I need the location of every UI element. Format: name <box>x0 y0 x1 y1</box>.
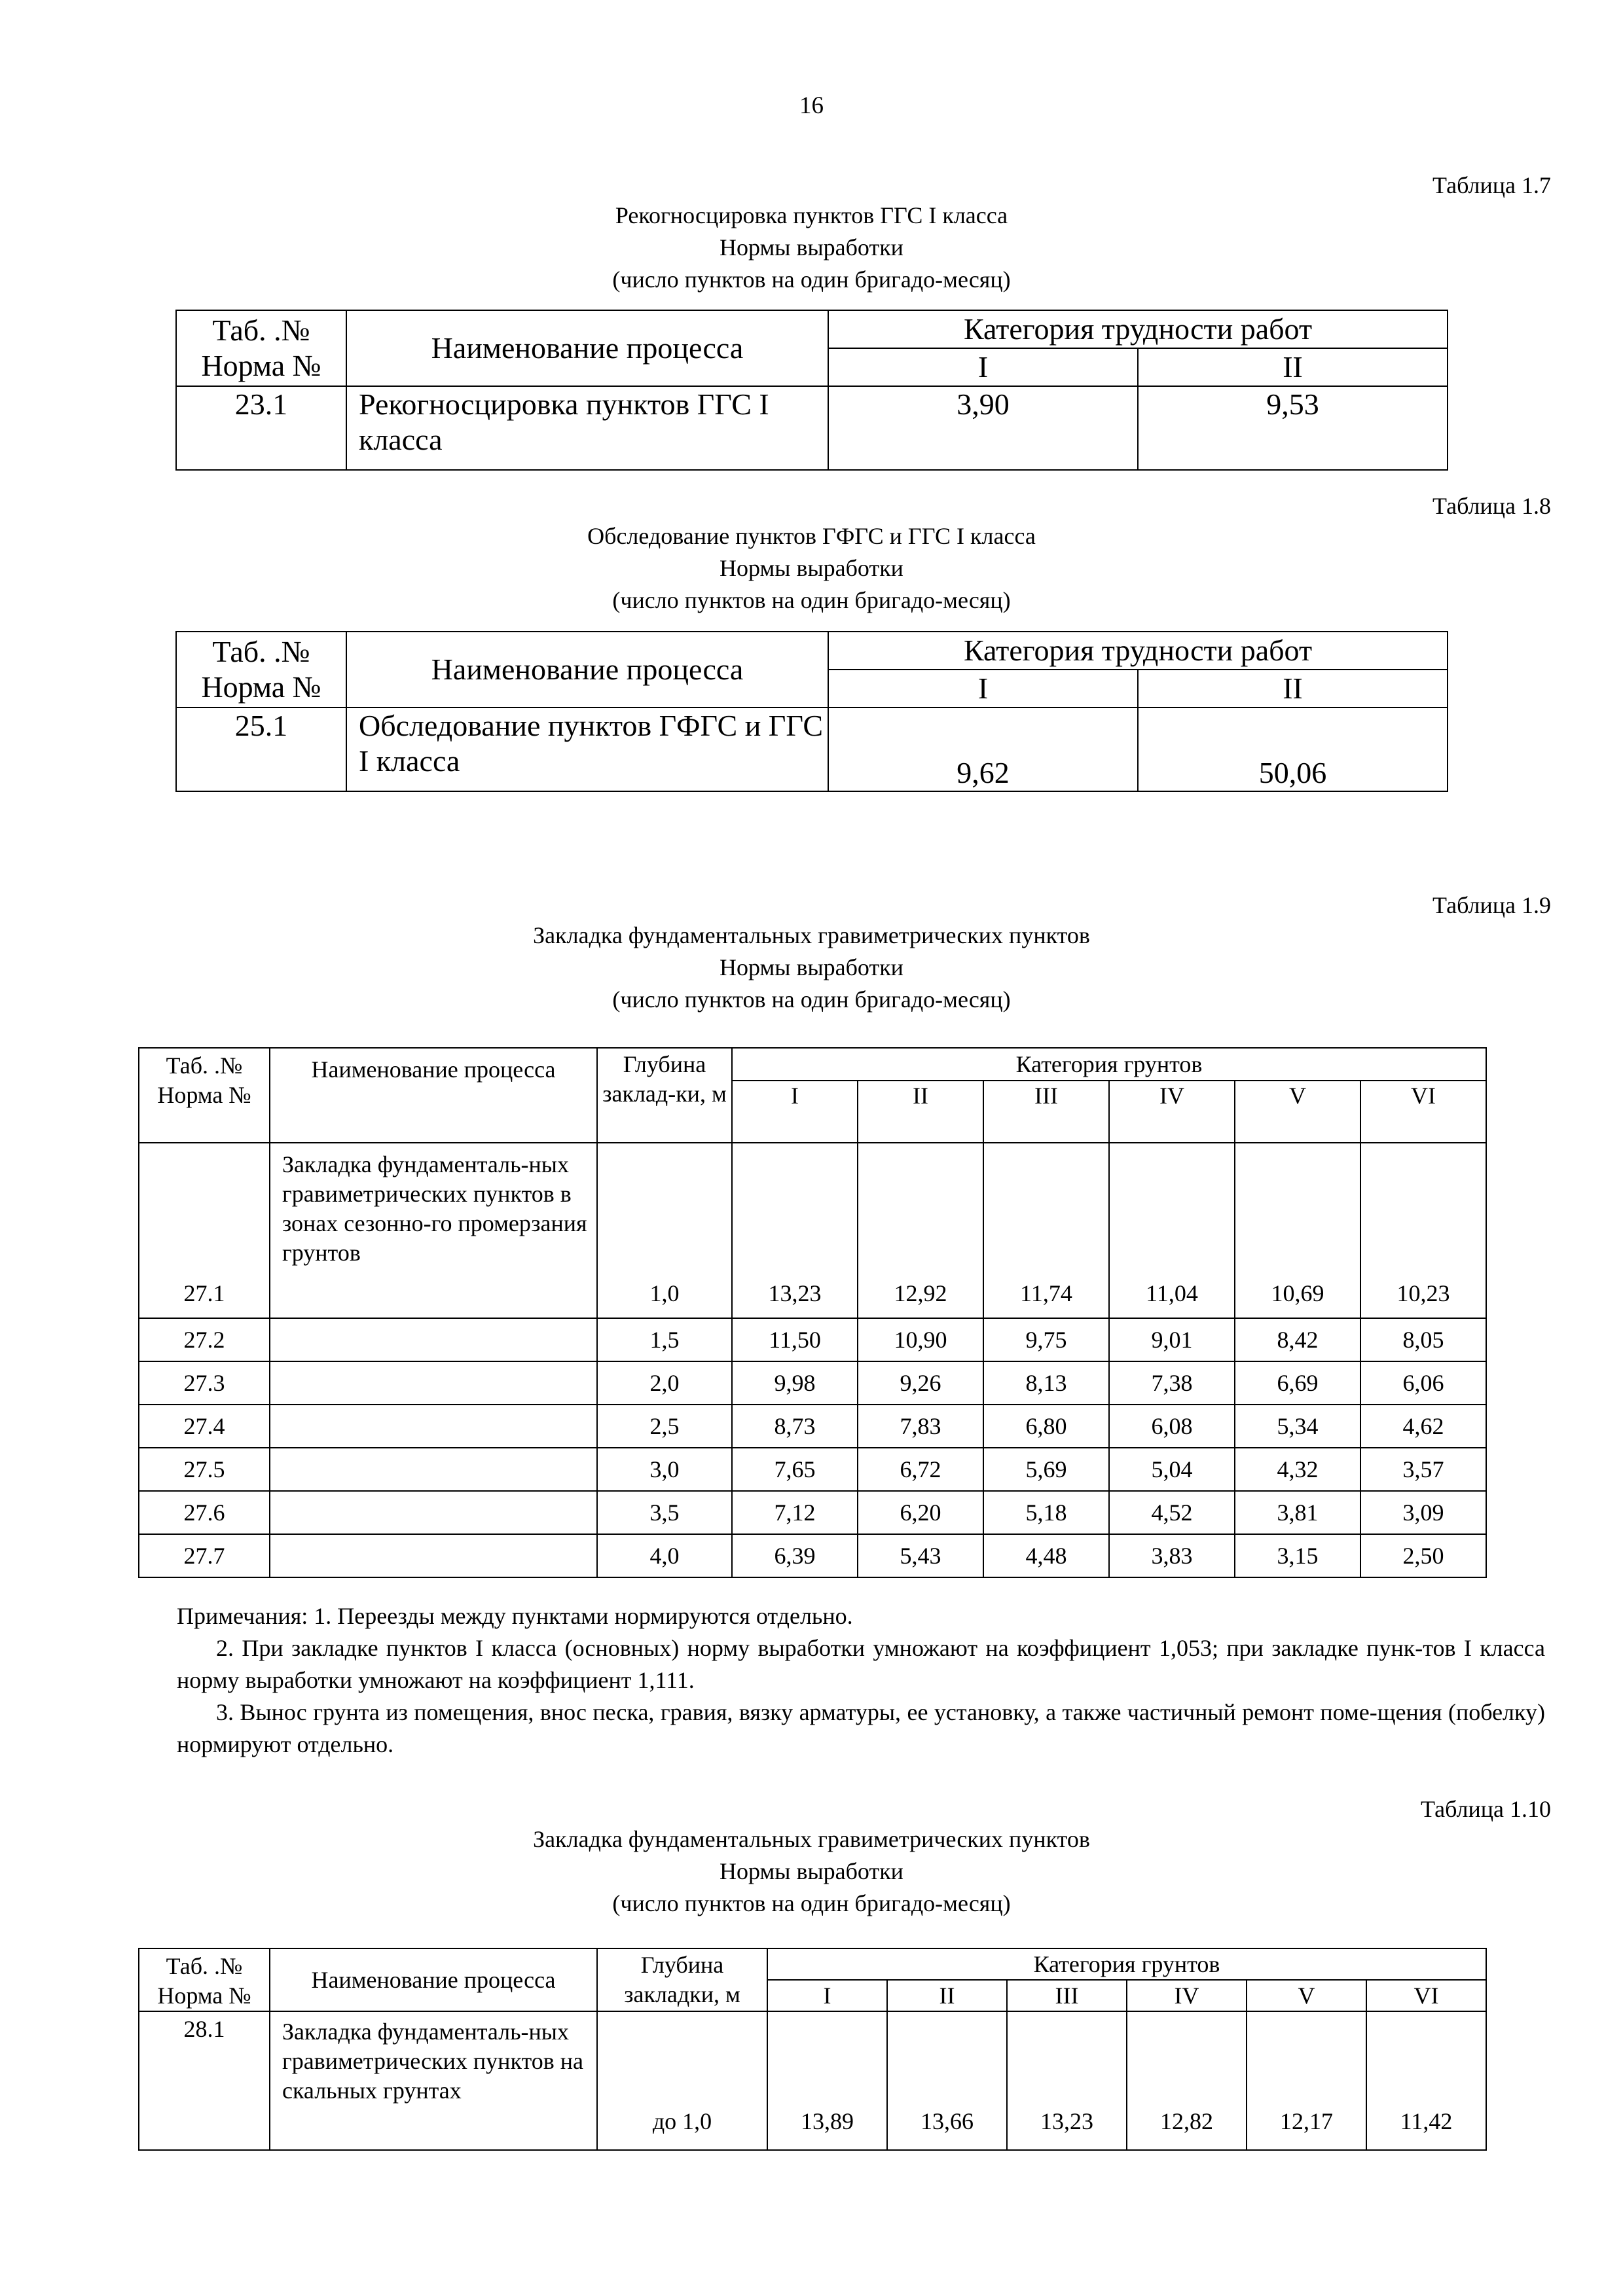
table-1-8-caption <box>0 520 1623 617</box>
value-cat-3: 9,75 <box>983 1318 1109 1361</box>
table-1-8-label: Таблица 1.8 <box>1432 493 1551 519</box>
value-cat-4: 11,04 <box>1109 1143 1235 1318</box>
value-cat-5: 3,15 <box>1235 1534 1360 1577</box>
table-title: Закладка фундаментальных гравиметрических пунктов <box>533 922 1090 948</box>
table-row <box>139 2011 1486 2150</box>
value-cat-1: 11,50 <box>732 1318 858 1361</box>
value-cat-3: 13,23 <box>1007 2011 1127 2150</box>
value-cat-4: 5,04 <box>1109 1448 1235 1491</box>
norm-number: 27.6 <box>139 1491 270 1534</box>
header-cat-3: III <box>983 1081 1109 1143</box>
value-cat-2: 9,53 <box>1138 386 1448 470</box>
norm-number: 27.1 <box>139 1143 270 1318</box>
value-cat-1: 7,65 <box>732 1448 858 1491</box>
depth-value: 2,0 <box>597 1361 732 1405</box>
notes <box>177 1600 1545 1761</box>
process-name-empty <box>270 1405 597 1448</box>
header-cat-1: I <box>732 1081 858 1143</box>
note-3: 3. Вынос грунта из помещения, внос песка, гравия, вязку арматуры, ее установку, а также частичный ремонт поме-щения (побелку) нормируют отдельно. <box>177 1699 1545 1757</box>
header-cat-4: IV <box>1109 1081 1235 1143</box>
value-cat-1: 13,23 <box>732 1143 858 1318</box>
value-cat-3: 5,69 <box>983 1448 1109 1491</box>
header-norm-number: Таб. .№ Норма № <box>176 632 346 708</box>
norm-number: 27.7 <box>139 1534 270 1577</box>
norm-number: 28.1 <box>139 2011 270 2150</box>
header-cat-2: II <box>1138 670 1448 708</box>
value-cat-3: 8,13 <box>983 1361 1109 1405</box>
value-cat-5: 10,69 <box>1235 1143 1360 1318</box>
header-process-name: Наименование процесса <box>346 632 828 708</box>
header-cat-4: IV <box>1127 1980 1247 2011</box>
table-1-8 <box>175 631 1448 792</box>
value-cat-5: 8,42 <box>1235 1318 1360 1361</box>
value-cat-3: 4,48 <box>983 1534 1109 1577</box>
process-name-empty <box>270 1491 597 1534</box>
header-cat-2: II <box>887 1980 1007 2011</box>
value-cat-4: 3,83 <box>1109 1534 1235 1577</box>
table-row <box>139 1534 1486 1577</box>
depth-value: 4,0 <box>597 1534 732 1577</box>
header-process-name: Наименование процесса <box>346 310 828 386</box>
header-cat-3: III <box>1007 1980 1127 2011</box>
norm-number: 23.1 <box>176 386 346 470</box>
depth-value: 1,0 <box>597 1143 732 1318</box>
table-1-10-caption <box>0 1823 1623 1920</box>
table-row <box>139 1448 1486 1491</box>
value-cat-1: 13,89 <box>767 2011 887 2150</box>
value-cat-6: 3,09 <box>1360 1491 1486 1534</box>
value-cat-2: 12,92 <box>858 1143 983 1318</box>
value-cat-6: 11,42 <box>1366 2011 1486 2150</box>
header-cat-6: VI <box>1360 1081 1486 1143</box>
process-name-empty <box>270 1534 597 1577</box>
header-cat-5: V <box>1247 1980 1366 2011</box>
header-norm-number: Таб. .№ Норма № <box>176 310 346 386</box>
depth-value: 1,5 <box>597 1318 732 1361</box>
table-subtitle: Нормы выработки <box>720 555 903 581</box>
table-subtitle: Нормы выработки <box>720 954 903 980</box>
value-cat-2: 6,20 <box>858 1491 983 1534</box>
value-cat-5: 12,17 <box>1247 2011 1366 2150</box>
header-cat-1: I <box>767 1980 887 2011</box>
table-unit: (число пунктов на один бригадо-месяц) <box>612 986 1011 1013</box>
value-cat-4: 7,38 <box>1109 1361 1235 1405</box>
table-1-10 <box>138 1948 1487 2151</box>
header-process-name: Наименование процесса <box>270 1948 597 2011</box>
table-1-7-label: Таблица 1.7 <box>1432 172 1551 198</box>
value-cat-5: 3,81 <box>1235 1491 1360 1534</box>
process-name: Обследование пунктов ГФГС и ГГС I класса <box>346 708 828 791</box>
process-name: Закладка фундаменталь-ных гравиметрических пунктов на скальных грунтах <box>270 2011 597 2150</box>
header-category: Категория грунтов <box>732 1048 1486 1081</box>
table-row <box>139 1405 1486 1448</box>
header-cat-2: II <box>1138 348 1448 386</box>
page-number: 16 <box>799 92 824 119</box>
table-unit: (число пунктов на один бригадо-месяц) <box>612 587 1011 613</box>
norm-number: 27.4 <box>139 1405 270 1448</box>
header-cat-1: I <box>828 670 1138 708</box>
header-cat-1: I <box>828 348 1138 386</box>
header-depth: Глубина закладки, м <box>597 1948 767 2011</box>
value-cat-5: 6,69 <box>1235 1361 1360 1405</box>
header-category: Категория трудности работ <box>828 632 1448 670</box>
table-unit: (число пунктов на один бригадо-месяц) <box>612 1890 1011 1916</box>
norm-number: 27.5 <box>139 1448 270 1491</box>
value-cat-1: 8,73 <box>732 1405 858 1448</box>
value-cat-5: 4,32 <box>1235 1448 1360 1491</box>
process-name: Рекогносцировка пунктов ГГС I класса <box>346 386 828 470</box>
value-cat-6: 2,50 <box>1360 1534 1486 1577</box>
value-cat-4: 6,08 <box>1109 1405 1235 1448</box>
norm-number: 25.1 <box>176 708 346 791</box>
value-cat-2: 9,26 <box>858 1361 983 1405</box>
depth-value: до 1,0 <box>597 2011 767 2150</box>
process-name-empty <box>270 1361 597 1405</box>
value-cat-6: 3,57 <box>1360 1448 1486 1491</box>
value-cat-2: 10,90 <box>858 1318 983 1361</box>
table-1-7-caption <box>0 200 1623 296</box>
header-cat-5: V <box>1235 1081 1360 1143</box>
table-1-9-label: Таблица 1.9 <box>1432 892 1551 918</box>
value-cat-4: 9,01 <box>1109 1318 1235 1361</box>
header-norm-number: Таб. .№ Норма № <box>139 1948 270 2011</box>
table-unit: (число пунктов на один бригадо-месяц) <box>612 266 1011 293</box>
note-2: 2. При закладке пунктов I класса (основных) норму выработки умножают на коэффициент 1,053; при закладке пунк-тов I класса норму выработки умножают на коэффициент 1,111. <box>177 1635 1545 1693</box>
table-1-10-label: Таблица 1.10 <box>1421 1796 1551 1822</box>
header-category: Категория трудности работ <box>828 310 1448 348</box>
depth-value: 2,5 <box>597 1405 732 1448</box>
note-1: Примечания: 1. Переезды между пунктами нормируются отдельно. <box>177 1603 853 1629</box>
table-row <box>139 1143 1486 1318</box>
table-subtitle: Нормы выработки <box>720 234 903 260</box>
value-cat-2: 6,72 <box>858 1448 983 1491</box>
value-cat-3: 6,80 <box>983 1405 1109 1448</box>
header-process-name: Наименование процесса <box>270 1048 597 1143</box>
table-title: Обследование пунктов ГФГС и ГГС I класса <box>587 523 1036 549</box>
table-subtitle: Нормы выработки <box>720 1858 903 1884</box>
table-row <box>139 1361 1486 1405</box>
process-name-empty <box>270 1448 597 1491</box>
header-category: Категория грунтов <box>767 1948 1486 1980</box>
value-cat-2: 50,06 <box>1138 708 1448 791</box>
table-1-9-caption <box>0 920 1623 1016</box>
value-cat-6: 8,05 <box>1360 1318 1486 1361</box>
table-title: Закладка фундаментальных гравиметрических пунктов <box>533 1826 1090 1852</box>
value-cat-6: 6,06 <box>1360 1361 1486 1405</box>
value-cat-1: 3,90 <box>828 386 1138 470</box>
value-cat-2: 5,43 <box>858 1534 983 1577</box>
value-cat-4: 4,52 <box>1109 1491 1235 1534</box>
table-row <box>176 708 1448 791</box>
value-cat-2: 13,66 <box>887 2011 1007 2150</box>
table-row <box>139 1491 1486 1534</box>
header-depth: Глубина заклад-ки, м <box>597 1048 732 1143</box>
norm-number: 27.3 <box>139 1361 270 1405</box>
norm-number: 27.2 <box>139 1318 270 1361</box>
value-cat-1: 7,12 <box>732 1491 858 1534</box>
header-cat-6: VI <box>1366 1980 1486 2011</box>
value-cat-6: 4,62 <box>1360 1405 1486 1448</box>
value-cat-5: 5,34 <box>1235 1405 1360 1448</box>
depth-value: 3,5 <box>597 1491 732 1534</box>
table-row <box>139 1318 1486 1361</box>
value-cat-4: 12,82 <box>1127 2011 1247 2150</box>
table-1-9 <box>138 1047 1487 1578</box>
value-cat-2: 7,83 <box>858 1405 983 1448</box>
value-cat-1: 6,39 <box>732 1534 858 1577</box>
value-cat-3: 5,18 <box>983 1491 1109 1534</box>
table-row <box>176 386 1448 470</box>
value-cat-6: 10,23 <box>1360 1143 1486 1318</box>
process-name: Закладка фундаменталь-ных гравиметрических пунктов в зонах сезонно-го промерзания грунтов <box>270 1143 597 1318</box>
header-cat-2: II <box>858 1081 983 1143</box>
value-cat-3: 11,74 <box>983 1143 1109 1318</box>
depth-value: 3,0 <box>597 1448 732 1491</box>
value-cat-1: 9,62 <box>828 708 1138 791</box>
table-title: Рекогносцировка пунктов ГГС I класса <box>615 202 1008 228</box>
table-1-7 <box>175 310 1448 471</box>
process-name-empty <box>270 1318 597 1361</box>
value-cat-1: 9,98 <box>732 1361 858 1405</box>
header-norm-number: Таб. .№ Норма № <box>139 1048 270 1143</box>
